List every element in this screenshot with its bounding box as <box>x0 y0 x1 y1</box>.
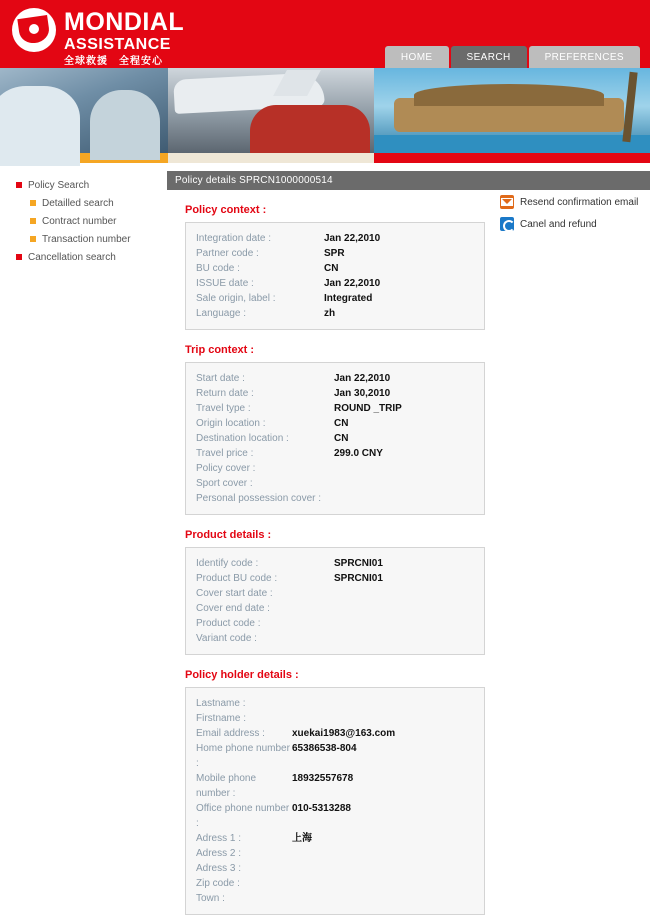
row-value: 65386538-804 <box>292 743 357 754</box>
strip-cream <box>168 153 374 163</box>
table-row <box>196 431 474 446</box>
row-label: Lastname : <box>196 698 246 709</box>
panel-title-policy-context: Policy context : <box>185 204 267 216</box>
row-label: BU code : <box>196 263 240 274</box>
row-value: Jan 22,2010 <box>324 233 381 244</box>
sidebar-item-label: Detailled search <box>42 198 114 209</box>
bullet-icon <box>30 200 36 206</box>
row-value: Jan 30,2010 <box>334 388 391 399</box>
row-label: Product BU code : <box>196 573 278 584</box>
row-label: Adress 1 : <box>196 833 242 844</box>
brand-name-line1: MONDIAL <box>64 8 185 36</box>
table-row <box>196 291 474 306</box>
table-row <box>196 386 474 401</box>
row-label: ISSUE date : <box>196 278 254 289</box>
panel-policy-holder-details <box>167 655 650 915</box>
row-label: Policy cover : <box>196 463 256 474</box>
table-row <box>196 276 474 291</box>
trip-context-box <box>185 362 485 515</box>
jet-tail-shape <box>273 70 321 96</box>
row-label: Home phone number : <box>196 743 290 769</box>
policy-holder-details-box <box>185 687 485 915</box>
main-nav <box>385 46 640 68</box>
row-value: 上海 <box>292 833 312 844</box>
brand-name-line2: ASSISTANCE <box>64 36 171 53</box>
banner-image-resort <box>374 68 650 153</box>
action-label: Canel and refund <box>520 218 597 230</box>
table-row <box>196 711 474 726</box>
policy-context-box <box>185 222 485 330</box>
shield-eye-logo-icon <box>12 8 56 52</box>
banner-strip <box>0 68 650 153</box>
table-row <box>196 491 474 506</box>
row-value: xuekai1983@163.com <box>292 728 396 739</box>
row-value: SPR <box>324 248 345 259</box>
tab-home[interactable]: HOME <box>385 46 449 68</box>
panel-title-trip-context: Trip context : <box>185 344 255 356</box>
cancel-and-refund-button[interactable] <box>500 217 650 231</box>
sidebar-item-transaction-number[interactable] <box>14 231 165 249</box>
table-row <box>196 741 474 771</box>
sidebar-item-contract-number[interactable] <box>14 213 165 231</box>
mail-icon <box>500 195 514 209</box>
table-row <box>196 696 474 711</box>
sidebar-item-label: Cancellation search <box>28 252 116 263</box>
row-label: Sale origin, label : <box>196 293 276 304</box>
row-label: Language : <box>196 308 247 319</box>
row-label: Partner code : <box>196 248 259 259</box>
panel-title-product-details: Product details : <box>185 529 272 541</box>
row-label: Travel price : <box>196 448 254 459</box>
row-value: 18932557678 <box>292 773 354 784</box>
row-label: Sport cover : <box>196 478 253 489</box>
row-label: Firstname : <box>196 713 247 724</box>
table-row <box>196 306 474 321</box>
table-row <box>196 831 474 846</box>
sidebar-item-label: Policy Search <box>28 180 90 191</box>
row-label: Mobile phone number : <box>196 773 257 799</box>
row-label: Return date : <box>196 388 254 399</box>
action-links <box>500 195 650 239</box>
row-label: Origin location : <box>196 418 266 429</box>
page-title: Policy details SPRCN1000000514 <box>167 171 650 190</box>
table-row <box>196 616 474 631</box>
strip-red <box>374 153 650 163</box>
palm-shape <box>622 72 637 142</box>
sea-shape <box>374 135 650 153</box>
row-label: Destination location : <box>196 433 289 444</box>
row-label: Adress 2 : <box>196 848 242 859</box>
tab-search[interactable]: SEARCH <box>451 46 527 68</box>
action-label: Resend confirmation email <box>520 196 639 208</box>
sidebar <box>0 171 165 267</box>
table-row <box>196 631 474 646</box>
row-value: CN <box>334 433 349 444</box>
banner-image-jet <box>168 68 374 153</box>
row-value: 010-5313288 <box>292 803 351 814</box>
bullet-icon <box>30 218 36 224</box>
resend-confirmation-email-button[interactable] <box>500 195 650 209</box>
sidebar-item-label: Contract number <box>42 216 117 227</box>
table-row <box>196 261 474 276</box>
panel-title-policy-holder-details: Policy holder details : <box>185 669 299 681</box>
row-value: SPRCNI01 <box>334 558 383 569</box>
banner-image-medical <box>0 68 168 153</box>
row-label: Variant code : <box>196 633 257 644</box>
row-value: zh <box>324 308 336 319</box>
site-header <box>0 0 650 68</box>
sidebar-item-cancellation-search[interactable] <box>14 249 165 267</box>
brand-tagline: 全球救援 全程安心 <box>64 56 163 67</box>
table-row <box>196 571 474 586</box>
row-label: Start date : <box>196 373 245 384</box>
row-label: Cover end date : <box>196 603 270 614</box>
bullet-icon <box>30 236 36 242</box>
table-row <box>196 601 474 616</box>
row-value: CN <box>334 418 349 429</box>
row-value: CN <box>324 263 339 274</box>
table-row <box>196 876 474 891</box>
main-column <box>167 171 650 915</box>
table-row <box>196 801 474 831</box>
product-details-box <box>185 547 485 655</box>
row-label: Travel type : <box>196 403 251 414</box>
row-value: SPRCNI01 <box>334 573 383 584</box>
panel-product-details <box>167 515 650 655</box>
table-row <box>196 726 474 741</box>
bullet-icon <box>16 254 22 260</box>
row-label: Integration date : <box>196 233 272 244</box>
row-label: Zip code : <box>196 878 240 889</box>
table-row <box>196 246 474 261</box>
table-row <box>196 401 474 416</box>
table-row <box>196 846 474 861</box>
table-row <box>196 891 474 906</box>
sidebar-item-detailled-search[interactable] <box>14 195 165 213</box>
panel-trip-context <box>167 330 650 515</box>
refresh-icon <box>500 217 514 231</box>
row-label: Office phone number : <box>196 803 290 829</box>
table-row <box>196 586 474 601</box>
bullet-icon <box>16 182 22 188</box>
row-label: Town : <box>196 893 225 904</box>
table-row <box>196 556 474 571</box>
table-row <box>196 861 474 876</box>
sidebar-item-policy-search[interactable] <box>14 177 165 195</box>
table-row <box>196 476 474 491</box>
row-value: 299.0 CNY <box>334 448 383 459</box>
row-label: Adress 3 : <box>196 863 242 874</box>
row-label: Cover start date : <box>196 588 273 599</box>
table-row <box>196 461 474 476</box>
row-label: Product code : <box>196 618 261 629</box>
row-label: Personal possession cover : <box>196 493 322 504</box>
row-value: Jan 22,2010 <box>334 373 391 384</box>
sidebar-item-label: Transaction number <box>42 234 131 245</box>
brand-text <box>64 8 184 67</box>
row-value: ROUND _TRIP <box>334 403 402 414</box>
table-row <box>196 771 474 801</box>
table-row <box>196 416 474 431</box>
row-value: Integrated <box>324 293 373 304</box>
brand-logo[interactable] <box>12 8 184 67</box>
row-label: Email address : <box>196 728 265 739</box>
table-row <box>196 231 474 246</box>
tab-preferences[interactable]: PREFERENCES <box>529 46 640 68</box>
table-row <box>196 371 474 386</box>
row-label: Identify code : <box>196 558 259 569</box>
row-value: Jan 22,2010 <box>324 278 381 289</box>
table-row <box>196 446 474 461</box>
